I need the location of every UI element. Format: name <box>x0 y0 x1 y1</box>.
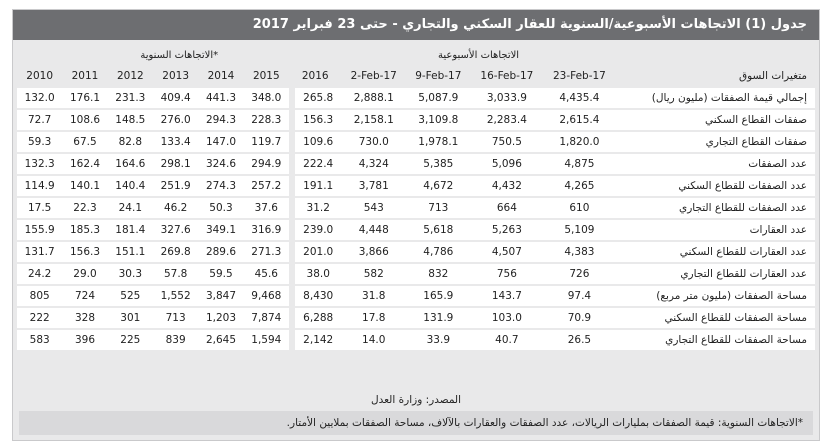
col-header-23-feb: 23-Feb-17 <box>543 66 616 86</box>
table-row <box>17 264 815 284</box>
weekly-cell: 4,786 <box>406 242 471 262</box>
row-label: عدد العقارات للقطاع السكني <box>616 242 815 262</box>
annual-cell: 59.3 <box>17 132 62 152</box>
annual-cell: 133.4 <box>153 132 198 152</box>
table-row <box>17 242 815 262</box>
table-row <box>17 132 815 152</box>
row-label: عدد العقارات للقطاع التجاري <box>616 264 815 284</box>
annual-trends-header: الاتجاهات السنوية* <box>17 46 341 64</box>
annual-cell: 114.9 <box>17 176 62 196</box>
weekly-cell: 4,265 <box>543 176 616 196</box>
annual-cell: 1,594 <box>244 330 289 350</box>
annual-cell: 31.2 <box>289 198 341 218</box>
weekly-cell: 2,283.4 <box>471 110 544 130</box>
row-label: عدد الصفقات للقطاع التجاري <box>616 198 815 218</box>
col-header-2016: 2016 <box>289 66 341 86</box>
annual-cell: 162.4 <box>62 154 107 174</box>
annual-cell: 191.1 <box>289 176 341 196</box>
annual-cell: 348.0 <box>244 88 289 108</box>
annual-cell: 24.2 <box>17 264 62 284</box>
row-label: عدد الصفقات للقطاع السكني <box>616 176 815 196</box>
weekly-cell: 5,096 <box>471 154 544 174</box>
row-label: مساحة الصفقات للقطاع السكني <box>616 308 815 328</box>
annual-cell: 57.8 <box>153 264 198 284</box>
annual-cell: 17.5 <box>17 198 62 218</box>
weekly-cell: 4,432 <box>471 176 544 196</box>
annual-cell: 1,552 <box>153 286 198 306</box>
annual-cell: 525 <box>108 286 153 306</box>
annual-cell: 1,203 <box>198 308 243 328</box>
weekly-cell: 4,507 <box>471 242 544 262</box>
weekly-cell: 1,978.1 <box>406 132 471 152</box>
annual-cell: 269.8 <box>153 242 198 262</box>
annual-cell: 82.8 <box>108 132 153 152</box>
weekly-cell: 4,383 <box>543 242 616 262</box>
row-label: مساحة الصفقات (مليون متر مربع) <box>616 286 815 306</box>
row-label: صفقات القطاع التجاري <box>616 132 815 152</box>
col-header-9-feb: 9-Feb-17 <box>406 66 471 86</box>
group-header-spacer <box>616 46 815 64</box>
annual-cell: 839 <box>153 330 198 350</box>
annual-cell: 289.6 <box>198 242 243 262</box>
annual-cell: 201.0 <box>289 242 341 262</box>
annual-cell: 441.3 <box>198 88 243 108</box>
col-header-2013: 2013 <box>153 66 198 86</box>
annual-cell: 119.7 <box>244 132 289 152</box>
annual-cell: 156.3 <box>62 242 107 262</box>
weekly-cell: 750.5 <box>471 132 544 152</box>
annual-cell: 222 <box>17 308 62 328</box>
annual-cell: 301 <box>108 308 153 328</box>
weekly-cell: 2,158.1 <box>341 110 406 130</box>
table-row <box>17 198 815 218</box>
annual-cell: 409.4 <box>153 88 198 108</box>
annual-cell: 713 <box>153 308 198 328</box>
table-row <box>17 220 815 240</box>
weekly-cell: 70.9 <box>543 308 616 328</box>
row-label: عدد العقارات <box>616 220 815 240</box>
table-row <box>17 176 815 196</box>
row-label: صفقات القطاع السكني <box>616 110 815 130</box>
annual-cell: 396 <box>62 330 107 350</box>
annual-cell: 327.6 <box>153 220 198 240</box>
weekly-cell: 5,385 <box>406 154 471 174</box>
weekly-cell: 17.8 <box>341 308 406 328</box>
weekly-cell: 97.4 <box>543 286 616 306</box>
annual-cell: 274.3 <box>198 176 243 196</box>
annual-cell: 132.3 <box>17 154 62 174</box>
weekly-cell: 4,875 <box>543 154 616 174</box>
annual-cell: 251.9 <box>153 176 198 196</box>
row-label: عدد الصفقات <box>616 154 815 174</box>
col-header-2015: 2015 <box>244 66 289 86</box>
weekly-cell: 131.9 <box>406 308 471 328</box>
table-panel <box>12 9 820 441</box>
annual-cell: 24.1 <box>108 198 153 218</box>
annual-cell: 132.0 <box>17 88 62 108</box>
col-header-market-variables: متغيرات السوق <box>616 66 815 86</box>
table-row <box>17 286 815 306</box>
weekly-cell: 2,615.4 <box>543 110 616 130</box>
annual-cell: 231.3 <box>108 88 153 108</box>
annual-cell: 265.8 <box>289 88 341 108</box>
annual-cell: 294.9 <box>244 154 289 174</box>
weekly-cell: 26.5 <box>543 330 616 350</box>
annual-cell: 9,468 <box>244 286 289 306</box>
weekly-cell: 14.0 <box>341 330 406 350</box>
weekly-cell: 730.0 <box>341 132 406 152</box>
table-row <box>17 330 815 350</box>
weekly-cell: 3,781 <box>341 176 406 196</box>
annual-cell: 67.5 <box>62 132 107 152</box>
annual-cell: 37.6 <box>244 198 289 218</box>
col-header-16-feb: 16-Feb-17 <box>471 66 544 86</box>
annual-cell: 140.1 <box>62 176 107 196</box>
row-label: إجمالي قيمة الصفقات (مليون ريال) <box>616 88 815 108</box>
weekly-cell: 3,866 <box>341 242 406 262</box>
annual-cell: 239.0 <box>289 220 341 240</box>
weekly-cell: 5,618 <box>406 220 471 240</box>
annual-cell: 29.0 <box>62 264 107 284</box>
annual-cell: 8,430 <box>289 286 341 306</box>
table-title: جدول (1) الاتجاهات الأسبوعية/السنوية للعقار السكني والتجاري - حتى 23 فبراير 2017 <box>13 10 819 40</box>
annual-cell: 349.1 <box>198 220 243 240</box>
weekly-cell: 103.0 <box>471 308 544 328</box>
annual-cell: 271.3 <box>244 242 289 262</box>
weekly-cell: 543 <box>341 198 406 218</box>
weekly-cell: 40.7 <box>471 330 544 350</box>
annual-cell: 45.6 <box>244 264 289 284</box>
annual-cell: 50.3 <box>198 198 243 218</box>
weekly-cell: 713 <box>406 198 471 218</box>
annual-cell: 151.1 <box>108 242 153 262</box>
annual-cell: 2,142 <box>289 330 341 350</box>
annual-cell: 257.2 <box>244 176 289 196</box>
annual-cell: 147.0 <box>198 132 243 152</box>
annual-cell: 59.5 <box>198 264 243 284</box>
weekly-cell: 33.9 <box>406 330 471 350</box>
weekly-cell: 31.8 <box>341 286 406 306</box>
weekly-cell: 2,888.1 <box>341 88 406 108</box>
annual-cell: 2,645 <box>198 330 243 350</box>
annual-cell: 583 <box>17 330 62 350</box>
annual-cell: 222.4 <box>289 154 341 174</box>
annual-cell: 46.2 <box>153 198 198 218</box>
annual-cell: 140.4 <box>108 176 153 196</box>
col-header-2012: 2012 <box>108 66 153 86</box>
annual-cell: 176.1 <box>62 88 107 108</box>
weekly-cell: 4,448 <box>341 220 406 240</box>
table-row <box>17 88 815 108</box>
col-header-2010: 2010 <box>17 66 62 86</box>
annual-cell: 324.6 <box>198 154 243 174</box>
annual-cell: 72.7 <box>17 110 62 130</box>
market-trends-table <box>17 44 815 352</box>
annual-cell: 22.3 <box>62 198 107 218</box>
weekly-cell: 756 <box>471 264 544 284</box>
weekly-cell: 610 <box>543 198 616 218</box>
annual-cell: 181.4 <box>108 220 153 240</box>
annual-cell: 3,847 <box>198 286 243 306</box>
table-row <box>17 110 815 130</box>
column-header-row <box>17 66 815 86</box>
weekly-cell: 5,263 <box>471 220 544 240</box>
annual-cell: 298.1 <box>153 154 198 174</box>
table-row <box>17 308 815 328</box>
weekly-cell: 1,820.0 <box>543 132 616 152</box>
annual-cell: 294.3 <box>198 110 243 130</box>
annual-cell: 148.5 <box>108 110 153 130</box>
weekly-cell: 726 <box>543 264 616 284</box>
source-note: المصدر: وزارة العدل <box>370 394 462 406</box>
annual-cell: 7,874 <box>244 308 289 328</box>
annual-cell: 156.3 <box>289 110 341 130</box>
weekly-cell: 5,109 <box>543 220 616 240</box>
annual-cell: 109.6 <box>289 132 341 152</box>
col-header-2014: 2014 <box>198 66 243 86</box>
weekly-cell: 664 <box>471 198 544 218</box>
weekly-cell: 832 <box>406 264 471 284</box>
annual-cell: 185.3 <box>62 220 107 240</box>
annual-cell: 38.0 <box>289 264 341 284</box>
annual-cell: 164.6 <box>108 154 153 174</box>
annual-cell: 6,288 <box>289 308 341 328</box>
annual-cell: 316.9 <box>244 220 289 240</box>
annual-cell: 225 <box>108 330 153 350</box>
weekly-cell: 582 <box>341 264 406 284</box>
annual-cell: 328 <box>62 308 107 328</box>
annual-cell: 276.0 <box>153 110 198 130</box>
annual-cell: 155.9 <box>17 220 62 240</box>
annual-cell: 108.6 <box>62 110 107 130</box>
weekly-cell: 143.7 <box>471 286 544 306</box>
weekly-cell: 4,435.4 <box>543 88 616 108</box>
group-header-row <box>17 46 815 64</box>
weekly-cell: 4,324 <box>341 154 406 174</box>
row-label: مساحة الصفقات للقطاع التجاري <box>616 330 815 350</box>
annual-cell: 724 <box>62 286 107 306</box>
weekly-cell: 3,109.8 <box>406 110 471 130</box>
weekly-cell: 5,087.9 <box>406 88 471 108</box>
annual-cell: 131.7 <box>17 242 62 262</box>
weekly-cell: 165.9 <box>406 286 471 306</box>
annual-cell: 30.3 <box>108 264 153 284</box>
weekly-trends-header: الاتجاهات الأسبوعية <box>341 46 615 64</box>
footnote: *الاتجاهات السنوية: قيمة الصفقات بمليارات الريالات، عدد الصفقات والعقارات بالآلاف، مساحة الصفقات بملايين الأمتار. <box>19 411 813 435</box>
annual-cell: 228.3 <box>244 110 289 130</box>
col-header-2-feb: 2-Feb-17 <box>341 66 406 86</box>
annual-cell: 805 <box>17 286 62 306</box>
table-row <box>17 154 815 174</box>
col-header-2011: 2011 <box>62 66 107 86</box>
weekly-cell: 4,672 <box>406 176 471 196</box>
weekly-cell: 3,033.9 <box>471 88 544 108</box>
